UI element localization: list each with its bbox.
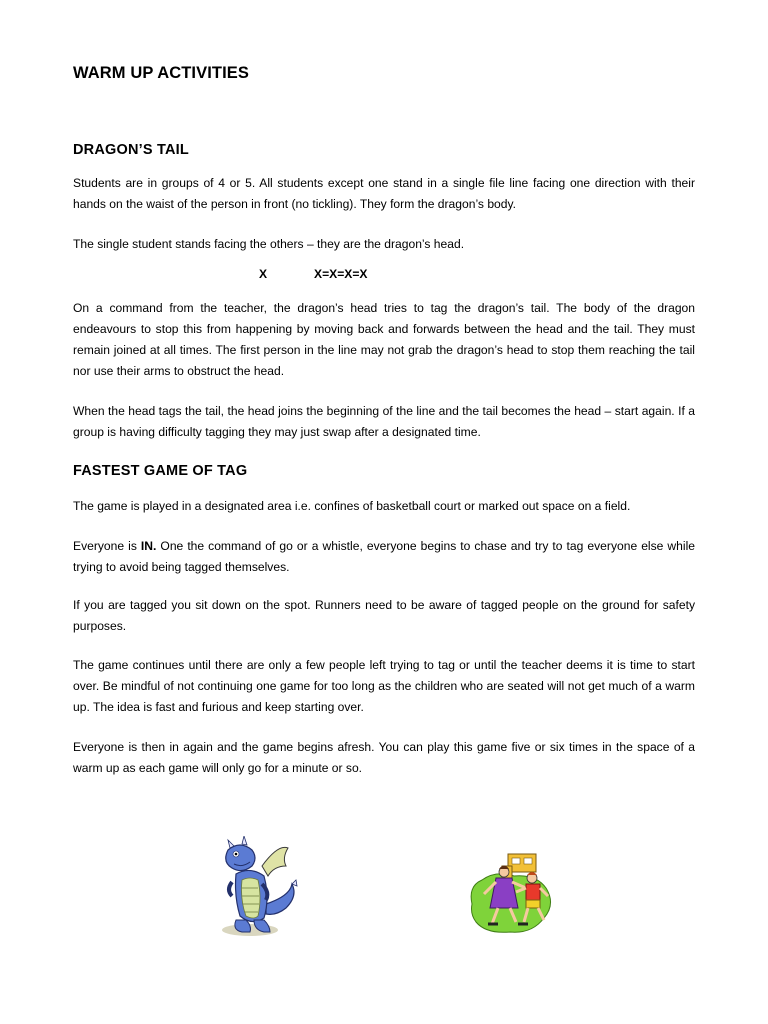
paragraph: Students are in groups of 4 or 5. All students except one stand in a single file line facing one direction with their hands on the waist of the person in front (no tickling). They form the dragon’s body. — [73, 176, 695, 211]
paragraph: When the head tags the tail, the head joins the beginning of the line and the tail becomes the head – start again. If a group is having difficulty tagging they may just swap after a designated time. — [73, 404, 695, 439]
paragraph: If you are tagged you sit down on the spot. Runners need to be aware of tagged people on the ground for safety purposes. — [73, 598, 695, 633]
paragraph: Everyone is then in again and the game begins afresh. You can play this game five or six times in the space of a warm up as each game will only go for a minute or so. — [73, 740, 695, 775]
emphasis-in: IN. — [140, 539, 157, 553]
section-heading-dragons-tail: DRAGON’S TAIL — [73, 142, 189, 158]
paragraph: The game continues until there are only a few people left trying to tag or until the teacher deems it is time to start over. Be mindful of not continuing one game for too long as the children who are seated will not get much of a warm up. The idea is fast and furious and keep starting over. — [73, 658, 695, 714]
paragraph: The game is played in a designated area i.e. confines of basketball court or marked out space on a field. — [73, 499, 631, 513]
section-heading-fastest-game-of-tag: FASTEST GAME OF TAG — [73, 463, 248, 479]
dragon-clipart-icon — [212, 836, 302, 938]
dragon-head-marker: X — [259, 267, 268, 281]
dragon-body-marker: X=X=X=X — [314, 267, 368, 281]
paragraph-text: Everyone is — [73, 539, 141, 553]
dragon-formation-diagram — [73, 267, 693, 285]
paragraph: The single student stands facing the others – they are the dragon’s head. — [73, 237, 465, 251]
children-tag-clipart-icon — [466, 852, 554, 938]
paragraph-text: One the command of go or a whistle, everyone begins to chase and try to tag everyone else while trying to avoid being tagged themselves. — [73, 539, 695, 574]
paragraph — [73, 536, 695, 578]
paragraph: On a command from the teacher, the dragon’s head tries to tag the dragon’s tail. The body of the dragon endeavours to stop this from happening by moving back and forwards between the head and the tail. They must remain joined at all times. The first person in the line may not grab the dragon’s head to stop them reaching the tail nor use their arms to obstruct the head. — [73, 301, 695, 378]
page-title: WARM UP ACTIVITIES — [73, 64, 249, 82]
